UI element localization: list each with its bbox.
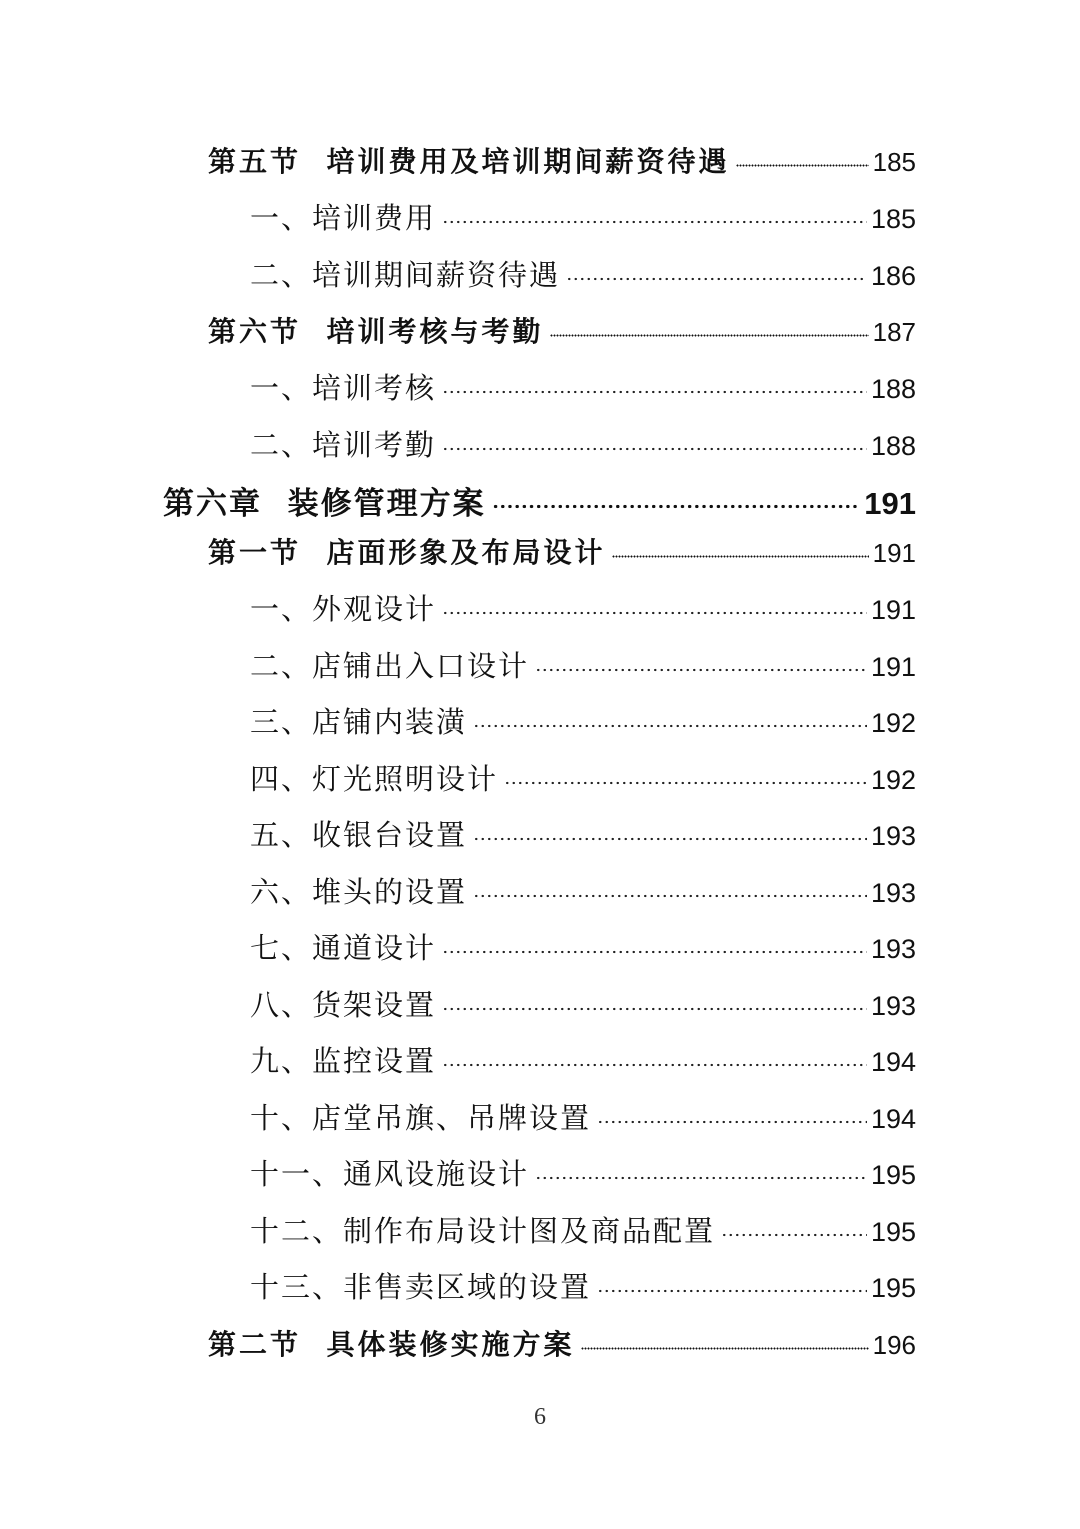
toc-entry [250, 423, 916, 463]
toc-entry-title: 一、培训考核 [250, 371, 437, 405]
toc-leader-dots [442, 445, 867, 451]
toc-entry [250, 757, 916, 797]
toc-entry-title: 二、店铺出入口设计 [250, 649, 530, 683]
toc-entry [250, 253, 916, 293]
toc-leader-dots [736, 161, 869, 167]
toc-entry-title: 八、货架设置 [250, 988, 437, 1022]
toc-entry-page: 194 [870, 1047, 916, 1077]
toc-entry-title: 十三、非售卖区域的设置 [250, 1270, 592, 1304]
toc-entry [208, 1323, 916, 1363]
toc-entry [250, 870, 916, 910]
toc-leader-dots [550, 331, 869, 337]
toc-entry [250, 1039, 916, 1079]
toc-entry [250, 366, 916, 406]
toc-leader-dots [721, 1231, 867, 1237]
toc-entry-page: 191 [870, 652, 916, 682]
toc-leader-dots [581, 1344, 869, 1350]
toc-entry-page: 188 [870, 374, 916, 404]
toc-entry [250, 1152, 916, 1192]
toc-leader-dots [473, 892, 867, 898]
toc-entry [250, 587, 916, 627]
toc-leader-dots [442, 1005, 867, 1011]
toc-entry [250, 196, 916, 236]
toc-chapter-entry [163, 478, 916, 524]
toc-leader-dots [504, 779, 867, 785]
toc-entry-page: 187 [872, 317, 916, 347]
toc-entry [208, 531, 916, 571]
toc-leader-dots [442, 609, 867, 615]
toc-entry-page: 196 [872, 1330, 916, 1360]
toc-entry [250, 1096, 916, 1136]
toc-entry [250, 700, 916, 740]
toc-entry [250, 644, 916, 684]
toc-entry-page: 188 [870, 431, 916, 461]
toc-leader-dots [597, 1287, 867, 1293]
toc-entry-title: 十、店堂吊旗、吊牌设置 [250, 1101, 592, 1135]
toc-entry [250, 983, 916, 1023]
toc-entry-page: 193 [870, 878, 916, 908]
toc-entry-title: 一、外观设计 [250, 592, 437, 626]
toc-entry [250, 813, 916, 853]
toc-leader-dots [442, 388, 867, 394]
toc-entry-title: 第一节 店面形象及布局设计 [208, 536, 606, 569]
toc-entry-title: 七、通道设计 [250, 931, 437, 965]
toc-leader-dots [442, 948, 867, 954]
toc-entry [208, 140, 916, 180]
toc-leader-dots [535, 1174, 867, 1180]
toc-entry-page: 185 [870, 204, 916, 234]
toc-entry [250, 1209, 916, 1249]
page-number: 6 [534, 1404, 546, 1430]
toc-leader-dots [473, 835, 867, 841]
toc-entry-page: 185 [872, 147, 916, 177]
toc-entry-page: 186 [870, 261, 916, 291]
toc-entry [208, 310, 916, 350]
toc-leader-dots [566, 275, 867, 281]
toc-entry-page: 191 [872, 538, 916, 568]
toc-entry-title: 六、堆头的设置 [250, 875, 468, 909]
toc-leader-dots [612, 552, 869, 558]
toc-entry [250, 1265, 916, 1305]
toc-leader-dots [492, 503, 861, 509]
toc-entry-title: 第五节 培训费用及培训期间薪资待遇 [208, 145, 730, 178]
toc-entry-page: 195 [870, 1217, 916, 1247]
toc-entry-page: 193 [870, 991, 916, 1021]
toc-entry-title: 一、培训费用 [250, 201, 437, 235]
toc-leader-dots [597, 1118, 867, 1124]
toc-entry-page: 193 [870, 934, 916, 964]
toc-leader-dots [442, 218, 867, 224]
toc-entry-page: 193 [870, 821, 916, 851]
toc-entry-title: 十二、制作布局设计图及商品配置 [250, 1214, 716, 1248]
toc-entry-title: 二、培训期间薪资待遇 [250, 258, 561, 292]
toc-entry-page: 195 [870, 1273, 916, 1303]
toc-entry-page: 192 [870, 708, 916, 738]
toc-entry-title: 二、培训考勤 [250, 428, 437, 462]
toc-entry-page: 191 [870, 595, 916, 625]
toc-entry-title: 九、监控设置 [250, 1044, 437, 1078]
toc-entry-title: 三、店铺内装潢 [250, 705, 468, 739]
toc-entry-page: 194 [870, 1104, 916, 1134]
toc-entry-page: 191 [864, 486, 916, 521]
toc-entry-title: 四、灯光照明设计 [250, 762, 499, 796]
toc-leader-dots [535, 666, 867, 672]
toc-entry-page: 195 [870, 1160, 916, 1190]
toc-entry-title: 五、收银台设置 [250, 818, 468, 852]
toc-entry-title: 十一、通风设施设计 [250, 1157, 530, 1191]
toc-leader-dots [442, 1061, 867, 1067]
toc-entry-title: 第六节 培训考核与考勤 [208, 315, 544, 348]
toc-entry-page: 192 [870, 765, 916, 795]
toc-entry-title: 第六章 装修管理方案 [163, 486, 486, 522]
toc-entry [250, 926, 916, 966]
toc-entry-title: 第二节 具体装修实施方案 [208, 1328, 575, 1361]
toc-leader-dots [473, 722, 867, 728]
